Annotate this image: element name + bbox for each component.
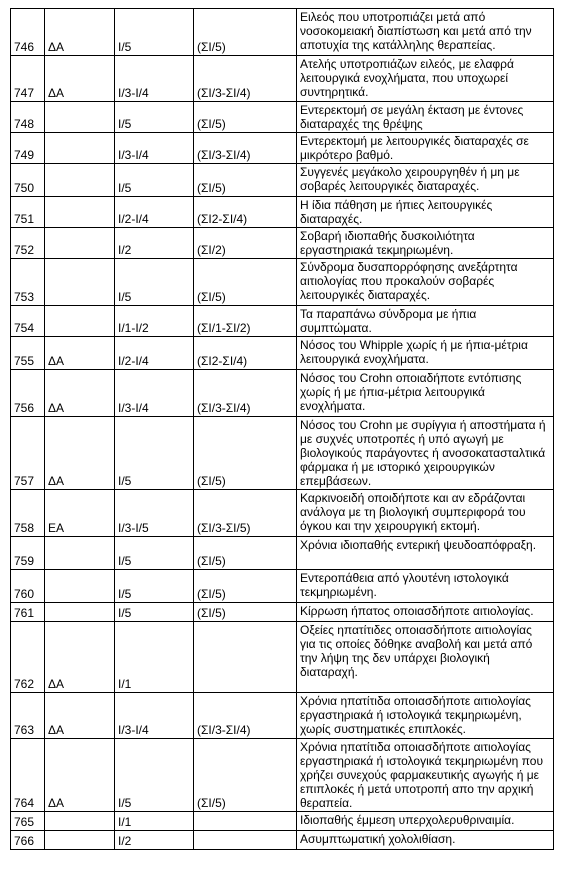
table-row <box>11 417 554 490</box>
row-category <box>45 133 115 164</box>
row-alt-code: (ΣΙ/3-ΣΙ/5) <box>194 490 297 537</box>
table-row <box>11 56 554 102</box>
row-category: ΕΑ <box>45 490 115 537</box>
table-row <box>11 133 554 164</box>
row-code: Ι/5 <box>115 417 194 490</box>
table-row <box>11 228 554 259</box>
row-alt-code: (ΣΙ2-ΣΙ/4) <box>194 337 297 370</box>
row-code: Ι/5 <box>115 102 194 133</box>
row-code: Ι/3-Ι/4 <box>115 370 194 417</box>
row-alt-code <box>194 622 297 693</box>
row-description: Ασυμπτωματική χολολιθίαση. <box>297 831 554 850</box>
row-number: 765 <box>11 812 45 831</box>
row-category <box>45 228 115 259</box>
row-alt-code: (ΣΙ/5) <box>194 164 297 197</box>
disability-table <box>10 8 554 850</box>
table-row <box>11 537 554 570</box>
row-category <box>45 570 115 603</box>
row-description: Καρκινοειδή οποιδήποτε και αν εδράζονται ανάλογα με τη βιολογική συμπεριφορά του όγκου και την χειρουργική εκτομή. <box>297 490 554 537</box>
row-category: ΔΑ <box>45 417 115 490</box>
row-number: 760 <box>11 570 45 603</box>
row-code: Ι/3-Ι/4 <box>115 133 194 164</box>
row-code: Ι/5 <box>115 570 194 603</box>
row-code: Ι/3-Ι/4 <box>115 56 194 102</box>
row-number: 763 <box>11 693 45 739</box>
row-code: Ι/5 <box>115 603 194 622</box>
row-category: ΔΑ <box>45 9 115 56</box>
row-description: Κίρρωση ήπατος οποιασδήποτε αιτιολογίας. <box>297 603 554 622</box>
row-description: Νόσος του Whipple χωρίς ή με ήπια-μέτρια λειτουργικά ενοχλήματα. <box>297 337 554 370</box>
row-alt-code: (ΣΙ/5) <box>194 102 297 133</box>
row-number: 758 <box>11 490 45 537</box>
row-category <box>45 102 115 133</box>
table-row <box>11 622 554 693</box>
row-code: Ι/3-Ι/4 <box>115 693 194 739</box>
row-code: Ι/1-Ι/2 <box>115 306 194 337</box>
row-number: 750 <box>11 164 45 197</box>
row-description: Νόσος του Crohn με συρίγγια ή αποστήματα ή με συχνές υποτροπές ή υπό αγωγή με βιολογικούς παράγοντες ή ανοσοκατασταλτικά φάρμακα ή με ιστορικό χειρουργικών επεμβάσεων. <box>297 417 554 490</box>
row-description: Οξείες ηπατίτιδες οποιασδήποτε αιτιολογίας για τις οποίες δόθηκε αναβολή και μετά από την λήψη της δεν υπάρχει βιολογική διαταραχή. <box>297 622 554 693</box>
row-code: Ι/2 <box>115 831 194 850</box>
table-row <box>11 603 554 622</box>
table-row <box>11 693 554 739</box>
table-row <box>11 306 554 337</box>
row-category <box>45 197 115 228</box>
row-description: Χρόνια ηπατίτιδα οποιασδήποτε αιτιολογίας εργαστηριακά ή ιστολογικά τεκμηριωμένη που χρήζει συνεχούς φαρμακευτικής αγωγής ή με επιπλοκές ή μετά υποτροπή απο την αρχική θεραπεία. <box>297 739 554 812</box>
table-row <box>11 739 554 812</box>
row-alt-code: (ΣΙ/5) <box>194 417 297 490</box>
row-alt-code <box>194 812 297 831</box>
row-alt-code: (ΣΙ/1-ΣΙ/2) <box>194 306 297 337</box>
row-number: 747 <box>11 56 45 102</box>
table-row <box>11 337 554 370</box>
row-number: 755 <box>11 337 45 370</box>
row-code: Ι/3-Ι/5 <box>115 490 194 537</box>
row-category <box>45 537 115 570</box>
table-row <box>11 570 554 603</box>
row-alt-code: (ΣΙ/3-ΣΙ/4) <box>194 370 297 417</box>
table-row <box>11 164 554 197</box>
row-description: Συγγενές μεγάκολο χειρουργηθέν ή μη με σοβαρές λειτουργικές διαταραχές. <box>297 164 554 197</box>
row-alt-code: (ΣΙ/5) <box>194 9 297 56</box>
row-description: Σοβαρή ιδιοπαθής δυσκοιλιότητα εργαστηριακά τεκμηριωμένη. <box>297 228 554 259</box>
row-number: 751 <box>11 197 45 228</box>
row-number: 762 <box>11 622 45 693</box>
row-description: Νόσος του Crohn οποιαδήποτε εντόπισης χωρίς ή με ήπια-μέτρια λειτουργικά ενοχλήματα. <box>297 370 554 417</box>
row-description: Σύνδρομα δυσαπορρόφησης ανεξάρτητα αιτιολογίας που προκαλούν σοβαρές λειτουργικές διαταραχές. <box>297 259 554 306</box>
row-number: 756 <box>11 370 45 417</box>
table-row <box>11 197 554 228</box>
row-category: ΔΑ <box>45 56 115 102</box>
row-alt-code: (ΣΙ/5) <box>194 739 297 812</box>
row-description: Τα παραπάνω σύνδρομα με ήπια συμπτώματα. <box>297 306 554 337</box>
row-alt-code: (ΣΙ/2) <box>194 228 297 259</box>
row-number: 766 <box>11 831 45 850</box>
row-code: Ι/1 <box>115 812 194 831</box>
row-description: Η ίδια πάθηση με ήπιες λειτουργικές διαταραχές. <box>297 197 554 228</box>
row-number: 748 <box>11 102 45 133</box>
row-category <box>45 164 115 197</box>
row-alt-code: (ΣΙ/3-ΣΙ/4) <box>194 693 297 739</box>
table-body <box>11 9 554 850</box>
row-description: Ειλεός που υποτροπιάζει μετά από νοσοκομειακή διαπίστωση και μετά από την αποτυχία της κατάλληλης θεραπείας. <box>297 9 554 56</box>
row-code: Ι/5 <box>115 9 194 56</box>
row-code: Ι/2-Ι/4 <box>115 337 194 370</box>
row-number: 749 <box>11 133 45 164</box>
row-description: Εντερεκτομή σε μεγάλη έκταση με έντονες διαταραχές της θρέψης <box>297 102 554 133</box>
row-number: 754 <box>11 306 45 337</box>
row-code: Ι/5 <box>115 739 194 812</box>
row-alt-code: (ΣΙ/5) <box>194 570 297 603</box>
row-alt-code: (ΣΙ/3-ΣΙ/4) <box>194 133 297 164</box>
row-category: ΔΑ <box>45 337 115 370</box>
row-alt-code: (ΣΙ2-ΣΙ/4) <box>194 197 297 228</box>
table-row <box>11 831 554 850</box>
row-alt-code: (ΣΙ/5) <box>194 259 297 306</box>
row-number: 752 <box>11 228 45 259</box>
row-category: ΔΑ <box>45 739 115 812</box>
table-row <box>11 9 554 56</box>
row-description: Ιδιοπαθής έμμεση υπερχολερυθριναιμία. <box>297 812 554 831</box>
table-row <box>11 102 554 133</box>
row-code: Ι/5 <box>115 164 194 197</box>
row-description: Χρόνια ηπατίτιδα οποιασδήποτε αιτιολογίας εργαστηριακά ή ιστολογικά τεκμηριωμένη, χωρίς συστηματικές επιπλοκές. <box>297 693 554 739</box>
row-description: Ατελής υποτροπιάζων ειλεός, με ελαφρά λειτουργικά ενοχλήματα, που υποχωρεί συντηρητικά. <box>297 56 554 102</box>
table-row <box>11 490 554 537</box>
row-number: 761 <box>11 603 45 622</box>
row-description: Χρόνια ιδιοπαθής εντερική ψευδοαπόφραξη. <box>297 537 554 570</box>
row-code: Ι/2-Ι/4 <box>115 197 194 228</box>
row-description: Εντερεκτομή με λειτουργικές διαταραχές σε μικρότερο βαθμό. <box>297 133 554 164</box>
row-category <box>45 306 115 337</box>
row-category <box>45 259 115 306</box>
row-number: 753 <box>11 259 45 306</box>
row-number: 764 <box>11 739 45 812</box>
row-category <box>45 831 115 850</box>
row-category <box>45 603 115 622</box>
row-alt-code: (ΣΙ/3-ΣΙ/4) <box>194 56 297 102</box>
row-code: Ι/5 <box>115 259 194 306</box>
row-number: 759 <box>11 537 45 570</box>
table-row <box>11 259 554 306</box>
row-category <box>45 812 115 831</box>
row-alt-code: (ΣΙ/5) <box>194 603 297 622</box>
table-row <box>11 370 554 417</box>
table-row <box>11 812 554 831</box>
row-number: 746 <box>11 9 45 56</box>
row-description: Εντεροπάθεια από γλουτένη ιστολογικά τεκμηριωμένη. <box>297 570 554 603</box>
row-alt-code <box>194 831 297 850</box>
row-category: ΔΑ <box>45 370 115 417</box>
row-code: Ι/5 <box>115 537 194 570</box>
row-code: Ι/1 <box>115 622 194 693</box>
row-alt-code: (ΣΙ/5) <box>194 537 297 570</box>
row-category: ΔΑ <box>45 693 115 739</box>
row-code: Ι/2 <box>115 228 194 259</box>
row-number: 757 <box>11 417 45 490</box>
row-category: ΔΑ <box>45 622 115 693</box>
